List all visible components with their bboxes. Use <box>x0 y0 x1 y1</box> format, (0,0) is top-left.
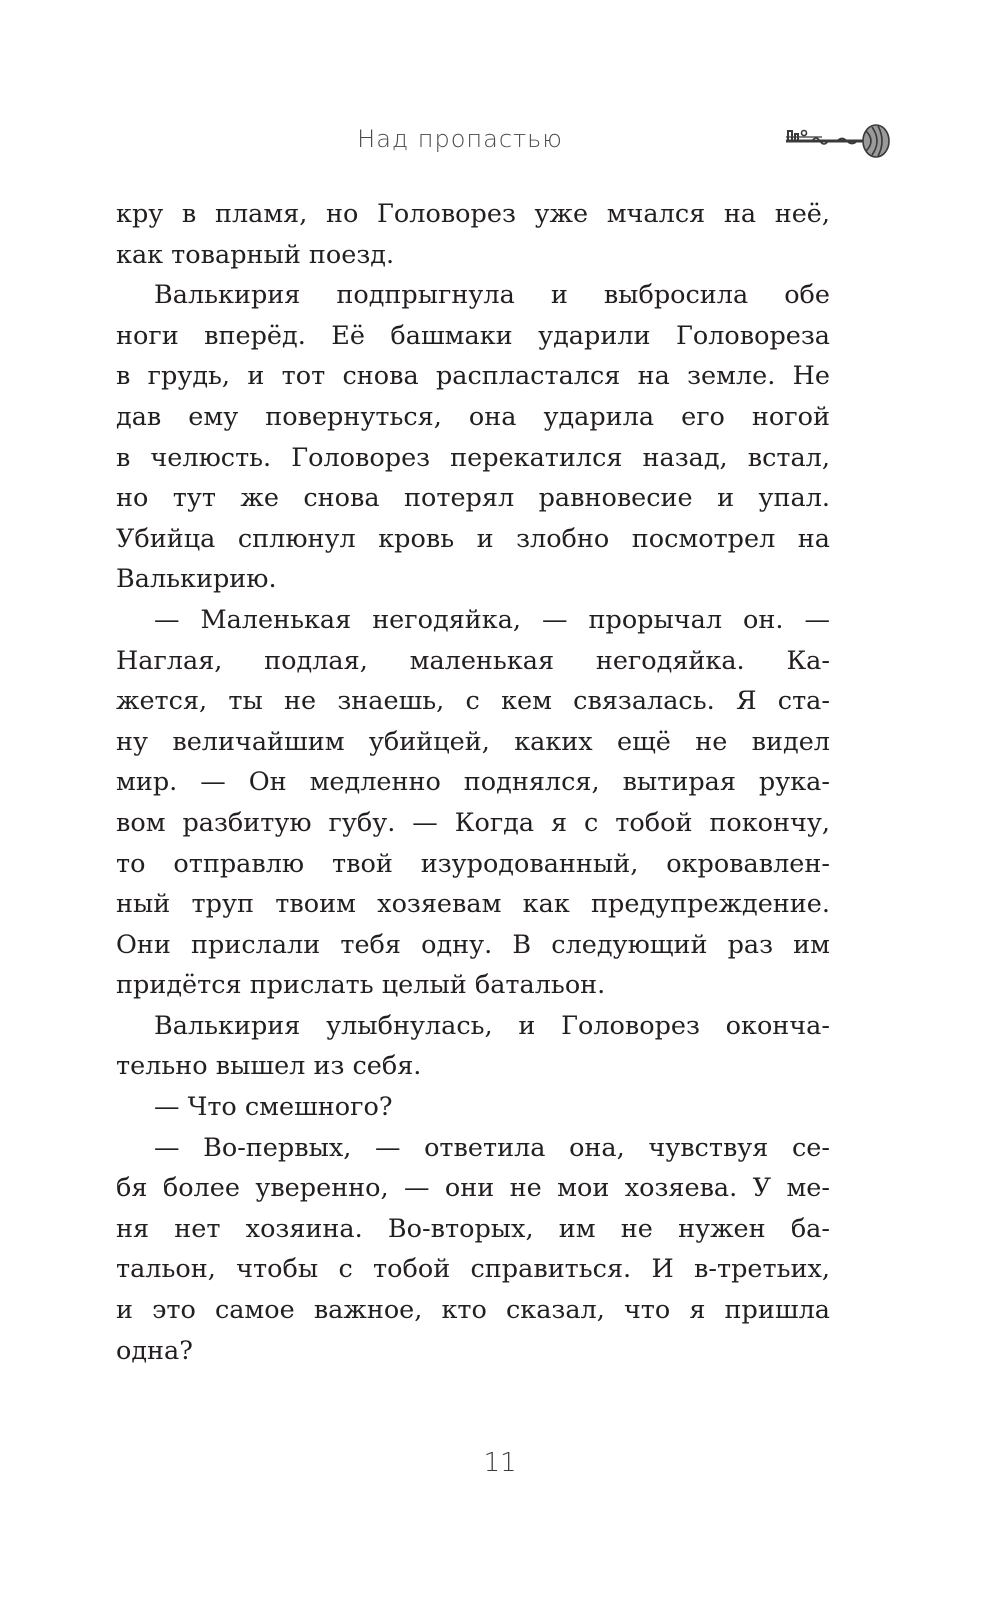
text-line: ный труп твоим хозяевам как предупреждение. <box>116 889 830 920</box>
text-line: тельно вышел из себя. <box>116 1051 422 1082</box>
text-line: то отправлю твой изуродованный, окровавлен- <box>116 848 830 879</box>
text-line: — Во-первых, — ответила она, чувствуя се- <box>154 1132 830 1163</box>
text-line: бя более уверенно, — они не мои хозяева. У ме- <box>116 1173 830 1204</box>
page-number: 11 <box>483 1448 517 1478</box>
text-line: ня нет хозяина. Во-вторых, им не нужен ба- <box>116 1213 830 1244</box>
text-line: и это самое важное, кто сказал, что я пришла <box>116 1295 830 1326</box>
text-line: кру в пламя, но Головорез уже мчался на неё, <box>116 199 830 229</box>
text-line: но тут же снова потерял равновесие и упал. <box>116 483 830 514</box>
text-line: тальон, чтобы с тобой справиться. И в-третьих, <box>116 1254 830 1285</box>
text-line: мир. — Он медленно поднялся, вытирая рука- <box>116 767 830 798</box>
text-line: ноги вперёд. Её башмаки ударили Головореза <box>116 320 830 351</box>
text-line: ну величайшим убийцей, каких ещё не видел <box>116 726 830 757</box>
text-line: Они прислали тебя одну. В следующий раз им <box>116 929 830 960</box>
running-head <box>0 121 1000 161</box>
text-line: вом разбитую губу. — Когда я с тобой покончу, <box>116 807 830 838</box>
text-line: в челюсть. Головорез перекатился назад, встал, <box>116 442 830 473</box>
text-line: Наглая, подлая, маленькая негодяйка. Ка- <box>116 645 830 676</box>
text-line: придётся прислать целый батальон. <box>116 970 606 1001</box>
text-line: в грудь, и тот снова распластался на земле. Не <box>116 361 830 392</box>
text-line: Валькирия улыбнулась, и Головорез оконча- <box>154 1010 830 1041</box>
text-line: Убийца сплюнул кровь и злобно посмотрел на <box>116 523 830 554</box>
text-line: одна? <box>116 1335 193 1366</box>
body-text <box>116 194 830 1371</box>
text-line: — Что смешного? <box>154 1092 393 1123</box>
running-title: Над пропастью <box>357 125 563 153</box>
text-line: Валькирию. <box>116 564 277 595</box>
text-line: как товарный поезд. <box>116 239 395 270</box>
text-line: Валькирия подпрыгнула и выбросила обе <box>154 280 830 311</box>
text-line: — Маленькая негодяйка, — прорычал он. — <box>154 604 830 635</box>
text-line: жется, ты не знаешь, с кем связалась. Я ста- <box>116 686 830 717</box>
key-ornament-icon <box>782 121 902 161</box>
text-line: дав ему повернуться, она ударила его ногой <box>116 401 830 432</box>
